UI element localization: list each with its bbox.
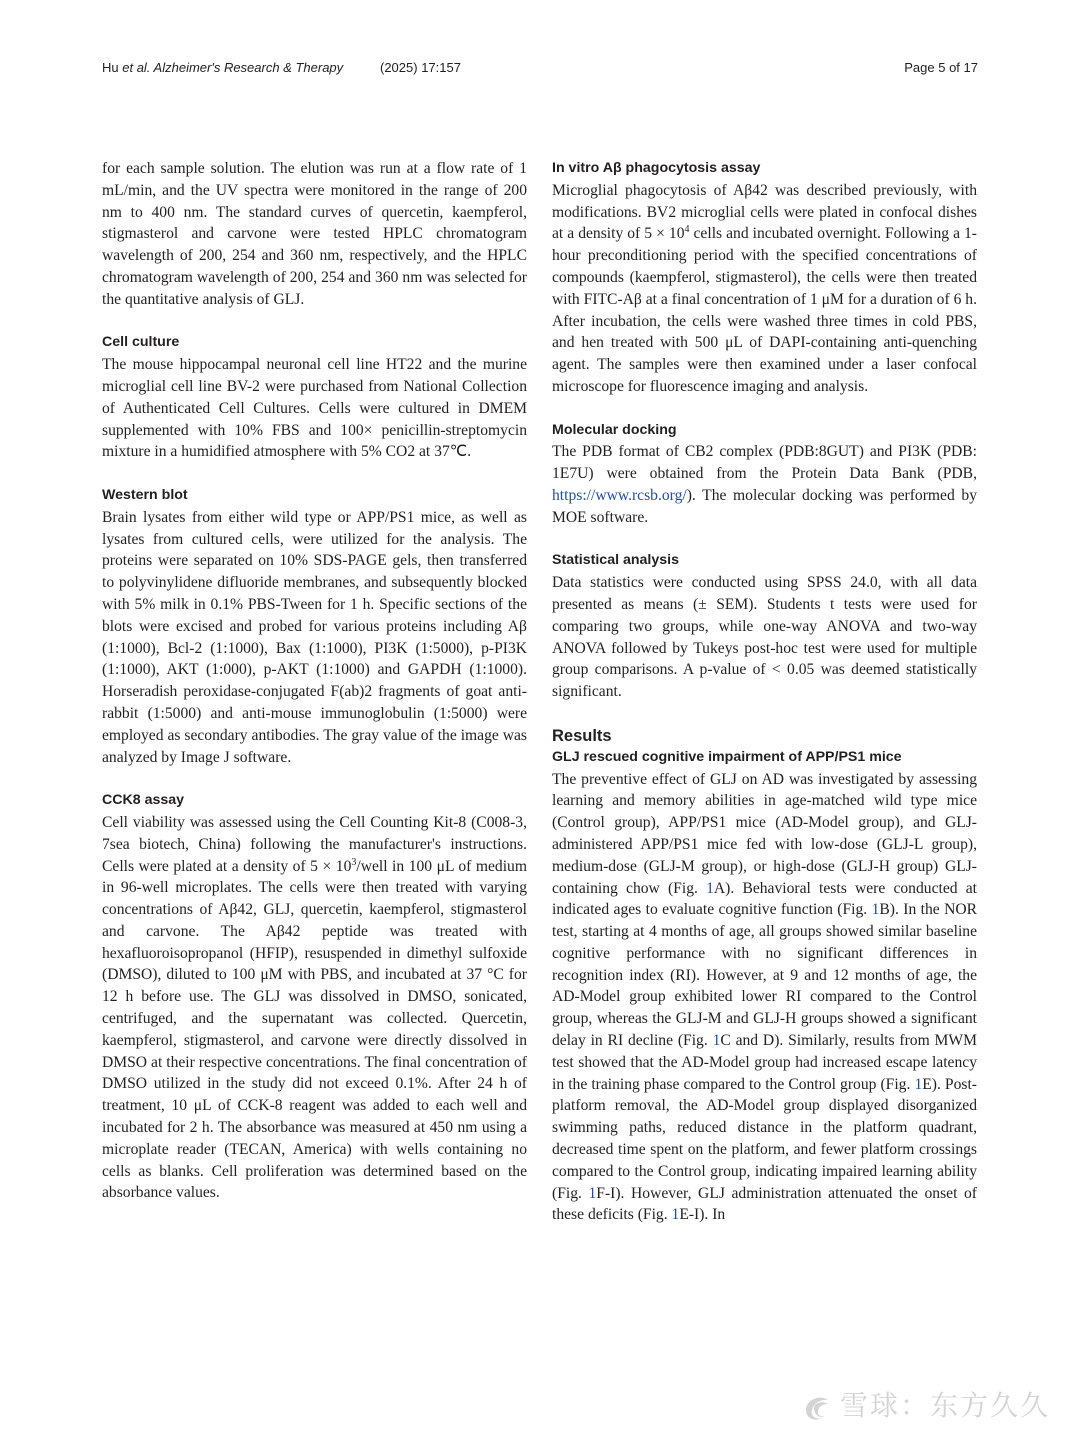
author: Hu — [102, 60, 123, 75]
running-header — [102, 60, 978, 80]
fig-1e-link[interactable]: 1 — [914, 1075, 923, 1093]
fig-1ei-link[interactable]: 1 — [671, 1206, 680, 1224]
western-blot-heading: Western blot — [102, 486, 188, 503]
left-column — [102, 158, 527, 1204]
phagocytosis-paragraph — [552, 180, 977, 398]
cck8-text-a: Cell viability was assessed using the Cell Counting Kit-8 (C008-3, 7sea biotech, China) following the manufacturer's instructions. Cells were plated at a density of 5 × 10 — [102, 813, 527, 875]
glj-paragraph — [552, 769, 977, 1227]
glj-text-6: F-I). However, GLJ administration attenuated the onset of these deficits (Fig. — [552, 1184, 977, 1224]
phago-exponent: 4 — [684, 224, 690, 236]
glj-text-7: E-I). In — [679, 1206, 726, 1224]
watermark-text: 雪球：东方久久 — [839, 1389, 1050, 1422]
cell-culture-paragraph: The mouse hippocampal neuronal cell line HT22 and the murine microglial cell line BV-2 were purchased from National Collection of Authenticated Cell Cultures. Cells were cultured in DMEM supplemented with 10% FBS and 100× penicillin-streptomycin mixture in a humidified atmosphere with 5% CO2 at 37℃. — [102, 356, 527, 461]
stats-paragraph: Data statistics were conducted using SPSS 24.0, with all data presented as means (± SEM). Students t tests were used for comparing two groups, while one-way ANOVA and two-way ANOVA followed by Tukeys post-hoc test were used for multiple group comparisons. A p-value of < 0.05 was deemed statistically significant. — [552, 574, 977, 701]
docking-text-b: ). The molecular docking was performed by MOE software. — [552, 486, 977, 526]
glj-text-5: E). Post-platform removal, the AD-Model group displayed disorganized swimming paths, reduced distance in the platform quadrant, decreased time spent on the platform, and fewer platform crossings compared to the Control group, indicating impaired learning ability (Fig. — [552, 1075, 977, 1202]
results-heading: Results — [552, 726, 612, 745]
stats-heading: Statistical analysis — [552, 552, 679, 569]
rcsb-link[interactable]: https://www.rcsb.org/ — [552, 486, 687, 504]
cck8-heading: CCK8 assay — [102, 792, 185, 809]
snowball-logo-icon — [800, 1390, 834, 1424]
cck8-paragraph — [102, 812, 527, 1204]
cell-culture-heading: Cell culture — [102, 334, 180, 351]
glj-text-2: A). Behavioral tests were conducted at indicated ages to evaluate cognitive function (Fig. — [552, 879, 977, 919]
page-number: Page 5 of 17 — [904, 60, 978, 75]
docking-paragraph — [552, 441, 977, 528]
journal-name: Alzheimer's Research & Therapy — [150, 60, 344, 75]
right-column — [552, 158, 977, 1226]
glj-text-3: B). In the NOR test, starting at 4 months of age, all groups showed similar baseline cognitive performance with no significant differences in recognition index (RI). However, at 9 and 12 months of age, the AD-Model group exhibited lower RI compared to the Control group, whereas the GLJ-M and GLJ-H groups showed a significant delay in RI decline (Fig. — [552, 901, 978, 1050]
glj-heading: GLJ rescued cognitive impairment of APP/PS1 mice — [552, 748, 902, 765]
journal-citation — [102, 60, 343, 75]
western-blot-paragraph: Brain lysates from either wild type or APP/PS1 mice, as well as lysates from cultured cells, were utilized for the analysis. The proteins were separated on 10% SDS-PAGE gels, then transferred to polyvinylidene difluoride membranes, and subsequently blocked with 5% milk in 0.1% PBS-Tween for 1 h. Specific sections of the blots were excised and probed for various proteins including Aβ (1:1000), Bcl-2 (1:1000), Bax (1:1000), PI3K (1:5000), p-PI3K (1:1000), AKT (1:000), p-AKT (1:1000) and GAPDH (1:1000). Horseradish peroxidase-conjugated F(ab)2 fragments of goat anti-rabbit (1:5000) and anti-mouse immunoglobulin (1:5000) were employed as secondary antibodies. The gray value of the image was analyzed by Image J software. — [102, 508, 527, 766]
phago-text-a: Microglial phagocytosis of Aβ42 was described previously, with modifications. BV2 microglial cells were plated in confocal dishes at a density of 5 × 10 — [552, 181, 977, 243]
et-al: et al. — [122, 60, 151, 75]
fig-1b-link[interactable]: 1 — [871, 901, 880, 919]
docking-heading: Molecular docking — [552, 421, 677, 438]
docking-text-a: The PDB format of CB2 complex (PDB:8GUT) and PI3K (PDB: 1E7U) were obtained from the Protein Data Bank (PDB, — [552, 443, 977, 483]
fig-1a-link[interactable]: 1 — [706, 879, 714, 897]
watermark — [800, 1384, 1050, 1428]
fig-1c-link[interactable]: 1 — [712, 1032, 721, 1050]
phagocytosis-heading: In vitro Aβ phagocytosis assay — [552, 160, 761, 176]
intro-paragraph: for each sample solution. The elution was run at a flow rate of 1 mL/min, and the UV spectra were monitored in the range of 200 nm to 400 nm. The standard curves of quercetin, kaempferol, stigmasterol and carvone were tested HPLC chromatogram wavelength of 200, 254 and 360 nm, respectively, and the HPLC chromatogram wavelength of 200, 254 and 360 nm was selected for the quantitative analysis of GLJ. — [102, 160, 527, 308]
glj-text-1: The preventive effect of GLJ on AD was investigated by assessing learning and memory abilities in age-matched wild type mice (Control group), APP/PS1 mice (AD-Model group), and GLJ-administered APP/PS1 mice fed with low-dose (GLJ-L group), medium-dose (GLJ-M group), or high-dose (GLJ-H group) GLJ-containing chow (Fig. — [552, 770, 977, 897]
cck8-exponent: 3 — [351, 856, 357, 868]
fig-1f-link[interactable]: 1 — [588, 1184, 597, 1202]
volume-info: (2025) 17:157 — [380, 60, 461, 75]
cck8-text-b: /well in 100 μL of medium in 96-well microplates. The cells were then treated with varying concentrations of Aβ42, GLJ, quercetin, kaempferol, stigmasterol and carvone. The Aβ42 peptide was treated with hexafluoroisopropanol (HFIP), resuspended in dimethyl sulfoxide (DMSO), diluted to 100 μM with PBS, and incubated at 37 °C for 12 h before use. The GLJ was dissolved in DMSO, sonicated, centrifuged, and the supernatant was collected. Quercetin, kaempferol, stigmasterol, and carvone were directly dissolved in DMSO at their respective concentrations. The final concentration of DMSO utilized in the study did not exceed 0.1%. After 24 h of treatment, 10 μL of CCK-8 reagent was added to each well and incubated for 2 h. The absorbance was measured at 450 nm using a microplate reader (TECAN, America) with wells containing no cells as blanks. Cell proliferation was determined based on the absorbance values. — [102, 857, 527, 1202]
phago-text-b: cells and incubated overnight. Following a 1-hour preconditioning period with the specified concentrations of compounds (kaempferol, stigmasterol), the cells were then treated with FITC-Aβ at a final concentration of 1 μM for a duration of 6 h. After incubation, the cells were washed three times in cold PBS, and hen treated with 500 μL of DAPI-containing anti-quenching agent. The samples were then examined under a laser confocal microscope for fluorescence imaging and analysis. — [552, 225, 978, 395]
glj-text-4: C and D). Similarly, results from MWM test showed that the AD-Model group had increased escape latency in the training phase compared to the Control group (Fig. — [552, 1032, 978, 1093]
